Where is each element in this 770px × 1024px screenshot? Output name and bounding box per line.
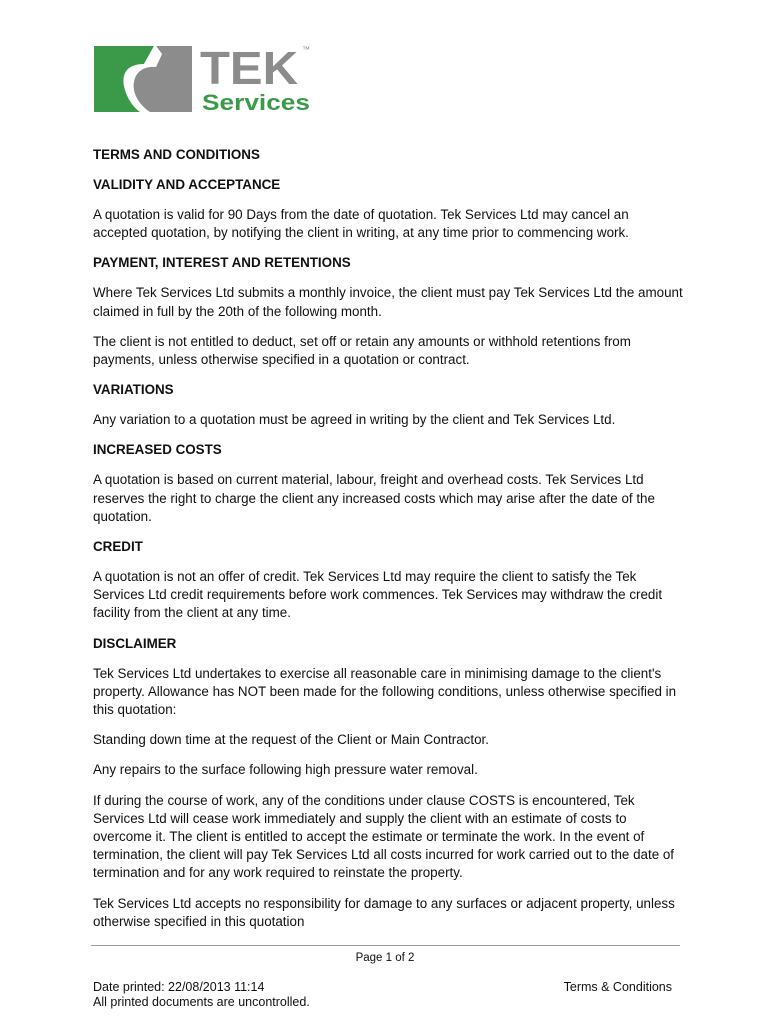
logo-brand-bottom: Services xyxy=(202,90,310,115)
section-heading-validity: VALIDITY AND ACCEPTANCE xyxy=(93,177,281,192)
footer-divider xyxy=(91,945,680,946)
logo-trademark: ™ xyxy=(302,45,310,54)
date-printed: Date printed: 22/08/2013 11:14 xyxy=(93,980,265,994)
increased-costs-paragraph: A quotation is based on current material, labour, freight and overhead costs. Tek Services Ltd reserves the right to charge the client any increased costs which may arise after the date of the quotation. xyxy=(93,472,655,524)
document-title: TERMS AND CONDITIONS xyxy=(93,147,260,162)
disclaimer-paragraph-1: Tek Services Ltd undertakes to exercise all reasonable care in minimising damage to the client's property. Allowance has NOT been made for the following conditions, unless otherwise specified in this quotation: xyxy=(93,665,677,718)
tek-logo-icon xyxy=(92,40,322,120)
credit-paragraph: A quotation is not an offer of credit. Tek Services Ltd may require the client to satisfy the Tek Services Ltd credit requirements before work commences. Tek Services may withdraw the credit facility from the client at any time. xyxy=(93,569,663,621)
logo-brand-top: TEK xyxy=(200,42,298,94)
disclaimer-paragraph-3: Any repairs to the surface following high pressure water removal. xyxy=(93,762,478,778)
disclaimer-paragraph-2: Standing down time at the request of the Client or Main Contractor. xyxy=(93,732,489,748)
disclaimer-paragraph-4: If during the course of work, any of the conditions under clause COSTS is encountered, Tek Services Ltd will cease work immediately and supply the client with an estimate of costs to overcome it. The client is entitled to accept the estimate or terminate the work. In the event of termination, the client will pay Tek Services Ltd all costs incurred for work carried out to the date of termination and for any work required to reinstate the property. xyxy=(93,792,675,881)
disclaimer-paragraph-5: Tek Services Ltd accepts no responsibility for damage to any surfaces or adjacent property, unless otherwise specified in this quotation xyxy=(93,895,675,929)
section-heading-variations: VARIATIONS xyxy=(93,382,174,398)
uncontrolled-notice: All printed documents are uncontrolled. xyxy=(93,994,310,1009)
payment-paragraph-1: Where Tek Services Ltd submits a monthly invoice, the client must pay Tek Services Ltd the amount claimed in full by the 20th of the following month. xyxy=(93,285,683,319)
company-logo xyxy=(92,40,322,120)
section-heading-credit: CREDIT xyxy=(93,539,143,555)
footer-left xyxy=(93,980,310,1009)
payment-paragraph-2: The client is not entitled to deduct, set off or retain any amounts or withhold retentions from payments, unless otherwise specified in a quotation or contract. xyxy=(93,333,631,368)
section-heading-disclaimer: DISCLAIMER xyxy=(93,635,177,651)
validity-paragraph: A quotation is valid for 90 Days from the date of quotation. Tek Services Ltd may cancel an accepted quotation, by notifying the client in writing, at any time prior to commencing work. xyxy=(93,207,629,241)
section-heading-payment: PAYMENT, INTEREST AND RETENTIONS xyxy=(93,255,351,271)
page-number: Page 1 of 2 xyxy=(355,952,415,964)
footer-document-label: Terms & Conditions xyxy=(563,980,672,994)
document-body xyxy=(93,146,683,943)
section-heading-increased-costs: INCREASED COSTS xyxy=(93,442,222,458)
variations-paragraph: Any variation to a quotation must be agreed in writing by the client and Tek Services Ltd. xyxy=(93,412,616,428)
